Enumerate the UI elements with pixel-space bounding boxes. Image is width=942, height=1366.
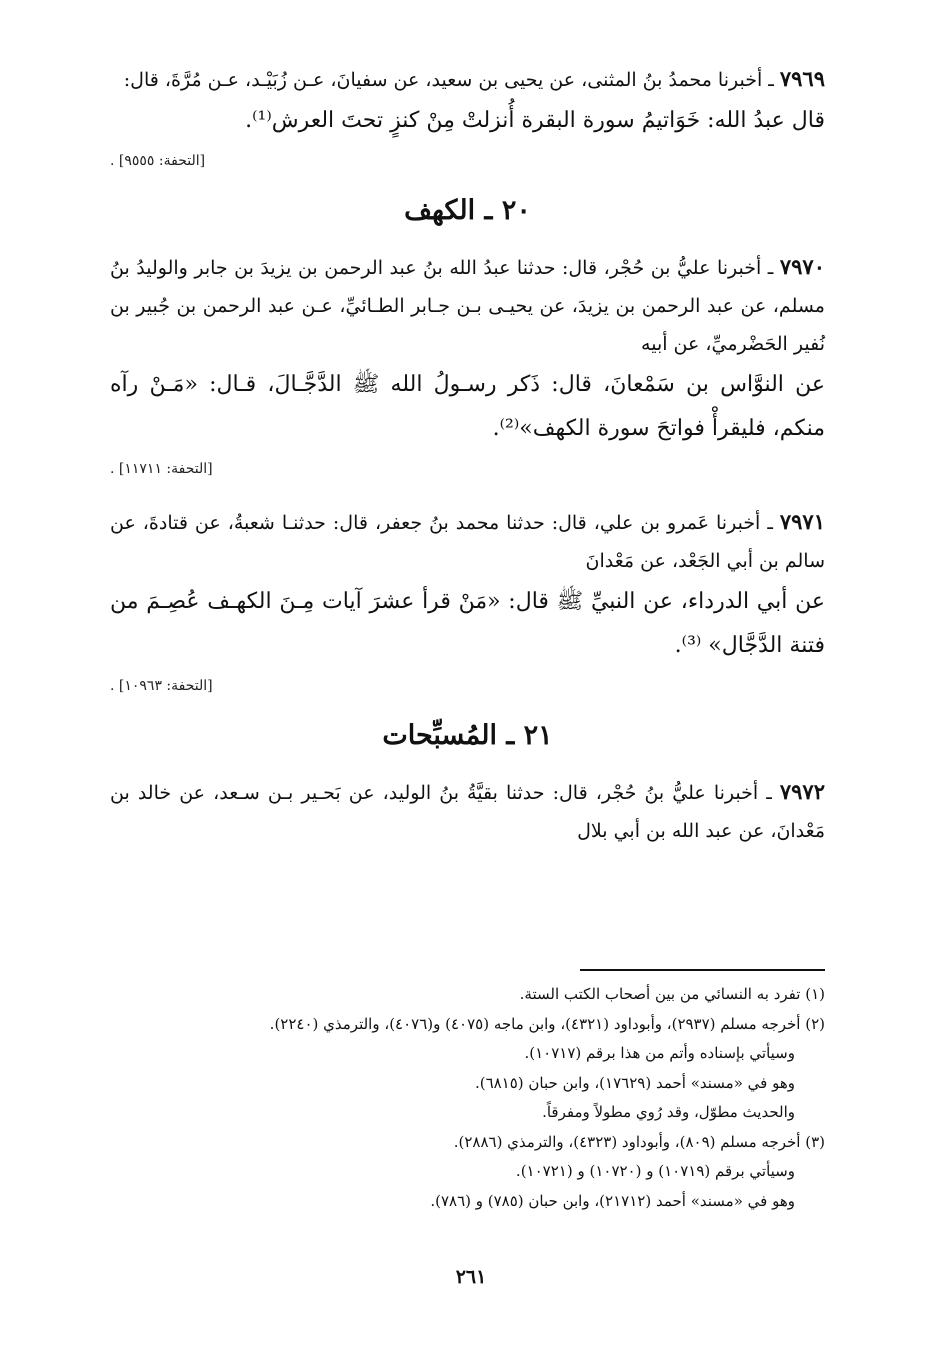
isnad-text: ـ أخبرنا عَمرو بن علي، قال: حدثنا محمد بنُ جعفر، قال: حدثنـا شعبةُ، عن قتادةَ، عن سالم بن أبي الجَعْد، عن مَعْدانَ: [110, 512, 825, 572]
tuhfa-reference: [التحفة: ١٠٩٦٣] .: [110, 678, 213, 694]
footnote-line: وسيأتي بإسناده وأتم من هذا برقم (١٠٧١٧).: [524, 1044, 795, 1062]
hadith-number: ٧٩٧٢: [779, 779, 825, 804]
hadith-7969-matn: قال عبدُ الله: خَوَاتيمُ سورة البقرة أُنزلتْ مِنْ كنزٍ تحتَ العرش⁽¹⁾.: [245, 108, 825, 133]
hadith-7971-isnad: [110, 503, 825, 580]
footnote-line: (٢) أخرجه مسلم (٢٩٣٧)، وأبوداود (٤٣٢١)، وابن ماجه (٤٠٧٥) و(٤٠٧٦)، والترمذي (٢٢٤٠).: [269, 1014, 825, 1033]
hadith-7970-isnad: [110, 248, 825, 363]
tuhfa-reference: [التحفة: ١١٧١١] .: [110, 461, 213, 477]
footnote-separator: [580, 969, 825, 971]
footnote-line: (١) تفرد به النسائي من بين أصحاب الكتب الستة.: [519, 985, 825, 1003]
hadith-7969-isnad: [110, 60, 825, 99]
footnotes: [110, 980, 825, 1216]
section-heading-musabbihat: ٢١ ـ المُسبِّحات: [382, 720, 553, 751]
footnote-line: وهو في «مسند» أحمد (٢١٧١٢)، وابن حبان (٧٨٥) و (٧٨٦).: [430, 1191, 795, 1210]
tuhfa-reference: [التحفة: ٩٥٥٥] .: [110, 153, 206, 169]
isnad-text: ـ أخبرنا عليُّ بن حُجْر، قال: حدثنا عبدُ الله بنُ عبد الرحمن بن يزيدَ بن جابر والوليدُ بنُ مسلم، عن عبد الرحمن بن يزيدَ، عن يحيـى بـن جـابر الطـائيِّ، عـن عبد الرحمن بن جُبير بن نُفير الحَضْرميِّ، عن أبيه: [110, 257, 825, 355]
isnad-text: ـ أخبرنا محمدُ بنُ المثنى، عن يحيى بن سعيد، عن سفيانَ، عـن زُبَيْـد، عـن مُرَّةَ، قال:: [123, 69, 780, 91]
hadith-number: ٧٩٧٠: [779, 254, 825, 279]
hadith-7970-matn: عن النوَّاس بن سَمْعانَ، قال: ذَكر رسـولُ الله ﷺ الدَّجَّـالَ، قـال: «مَـنْ رآه منكم، فليقرأْ فواتحَ سورة الكهف»⁽²⁾.: [110, 372, 825, 441]
isnad-text: ـ أخبرنا عليُّ بنُ حُجْر، قال: حدثنا بقيَّةُ بنُ الوليد، عن بَحـير بـن سـعد، عن خالد بن مَعْدانَ، عن عبد الله بن أبي بلال: [110, 782, 825, 842]
section-heading-kahf: ٢٠ ـ الكهف: [404, 195, 531, 226]
footnote-line: وسيأتي برقم (١٠٧١٩) و (١٠٧٢٠) و (١٠٧٢١).: [515, 1162, 795, 1180]
footnote-line: والحديث مطوّل، وقد رُوي مطولاً ومفرقاً.: [542, 1103, 795, 1121]
page-number: ٢٦١: [455, 1266, 487, 1288]
footnote-line: وهو في «مسند» أحمد (١٧٦٢٩)، وابن حبان (٦٨١٥).: [474, 1073, 795, 1092]
footnote-line: (٣) أخرجه مسلم (٨٠٩)، وأبوداود (٤٣٢٣)، والترمذي (٢٨٨٦).: [453, 1132, 825, 1151]
hadith-number: ٧٩٦٩: [779, 66, 825, 91]
hadith-7972-isnad: [110, 773, 825, 850]
hadith-7971-matn: عن أبي الدرداء، عن النبيِّ ﷺ قال: «مَنْ قرأ عشرَ آيات مِـنَ الكهـف عُصِـمَ من فتنة الدَّجَّال» ⁽³⁾.: [110, 589, 825, 658]
main-text: [110, 60, 825, 850]
hadith-number: ٧٩٧١: [779, 509, 825, 534]
